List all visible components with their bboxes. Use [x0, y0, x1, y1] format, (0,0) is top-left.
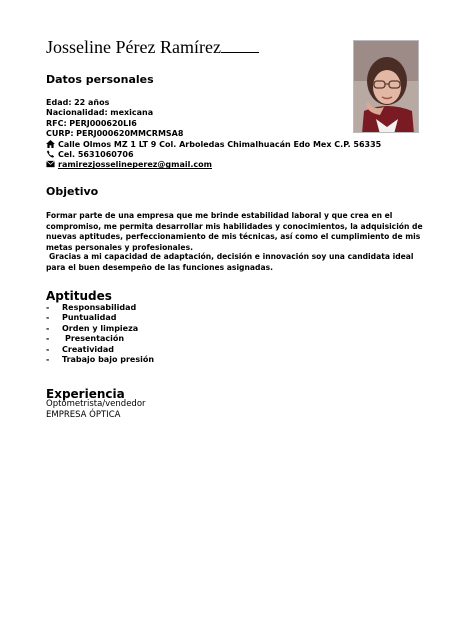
objective-paragraph-2: Gracias a mi capacidad de adaptación, decisión e innovación soy una candidata ideal para el buen desempeño de las funciones asignadas. — [46, 252, 414, 272]
personal-info — [46, 98, 381, 171]
objective-section-title: Objetivo — [46, 185, 99, 198]
personal-section-title: Datos personales — [46, 73, 154, 86]
home-icon — [46, 140, 55, 148]
skill-item: - Responsabilidad — [46, 303, 137, 312]
email-line — [46, 160, 381, 170]
skills-list — [46, 303, 154, 365]
objective-paragraph-1: Formar parte de una empresa que me brinde estabilidad laboral y que crea en el compromiso, me permita desarrollar mis habilidades y conocimientos, la adquisición de nuevas aptitudes, perfeccionamiento de mis técnicas, así como el cumplimiento de mis metas personales y profesionales. — [46, 211, 423, 252]
skill-item: - Puntualidad — [46, 313, 117, 323]
phone-line: Cel. 5631060706 — [46, 150, 381, 160]
experience-section-title: Experiencia — [46, 387, 125, 401]
experience-company: EMPRESA ÓPTICA — [46, 409, 121, 420]
experience-role: Optometrista/vendedor — [46, 399, 146, 409]
age-line: Edad: 22 años — [46, 98, 110, 107]
skill-item: - Trabajo bajo presión — [46, 355, 155, 365]
skill-item: - Creatividad — [46, 344, 115, 354]
skill-item: - Orden y limpieza — [46, 323, 139, 333]
mail-icon — [46, 160, 55, 168]
skills-section-title: Aptitudes — [46, 289, 112, 303]
address-line: Calle Olmos MZ 1 LT 9 Col. Arboledas Chimalhuacán Edo Mex C.P. 56335 — [46, 140, 381, 150]
skill-item: - Presentación — [46, 334, 125, 344]
email-link[interactable]: ramirezjosselineperez@gmail.com — [58, 160, 212, 170]
curp-line: CURP: PERJ000620MMCRMSA8 — [46, 129, 184, 139]
nationality-line: Nacionalidad: mexicana — [46, 108, 154, 118]
experience-details — [46, 399, 146, 420]
candidate-name: Josseline Pérez Ramírez — [46, 37, 259, 58]
name-underline — [221, 38, 259, 53]
rfc-line: RFC: PERJ000620LI6 — [46, 118, 137, 128]
phone-icon — [46, 150, 55, 158]
